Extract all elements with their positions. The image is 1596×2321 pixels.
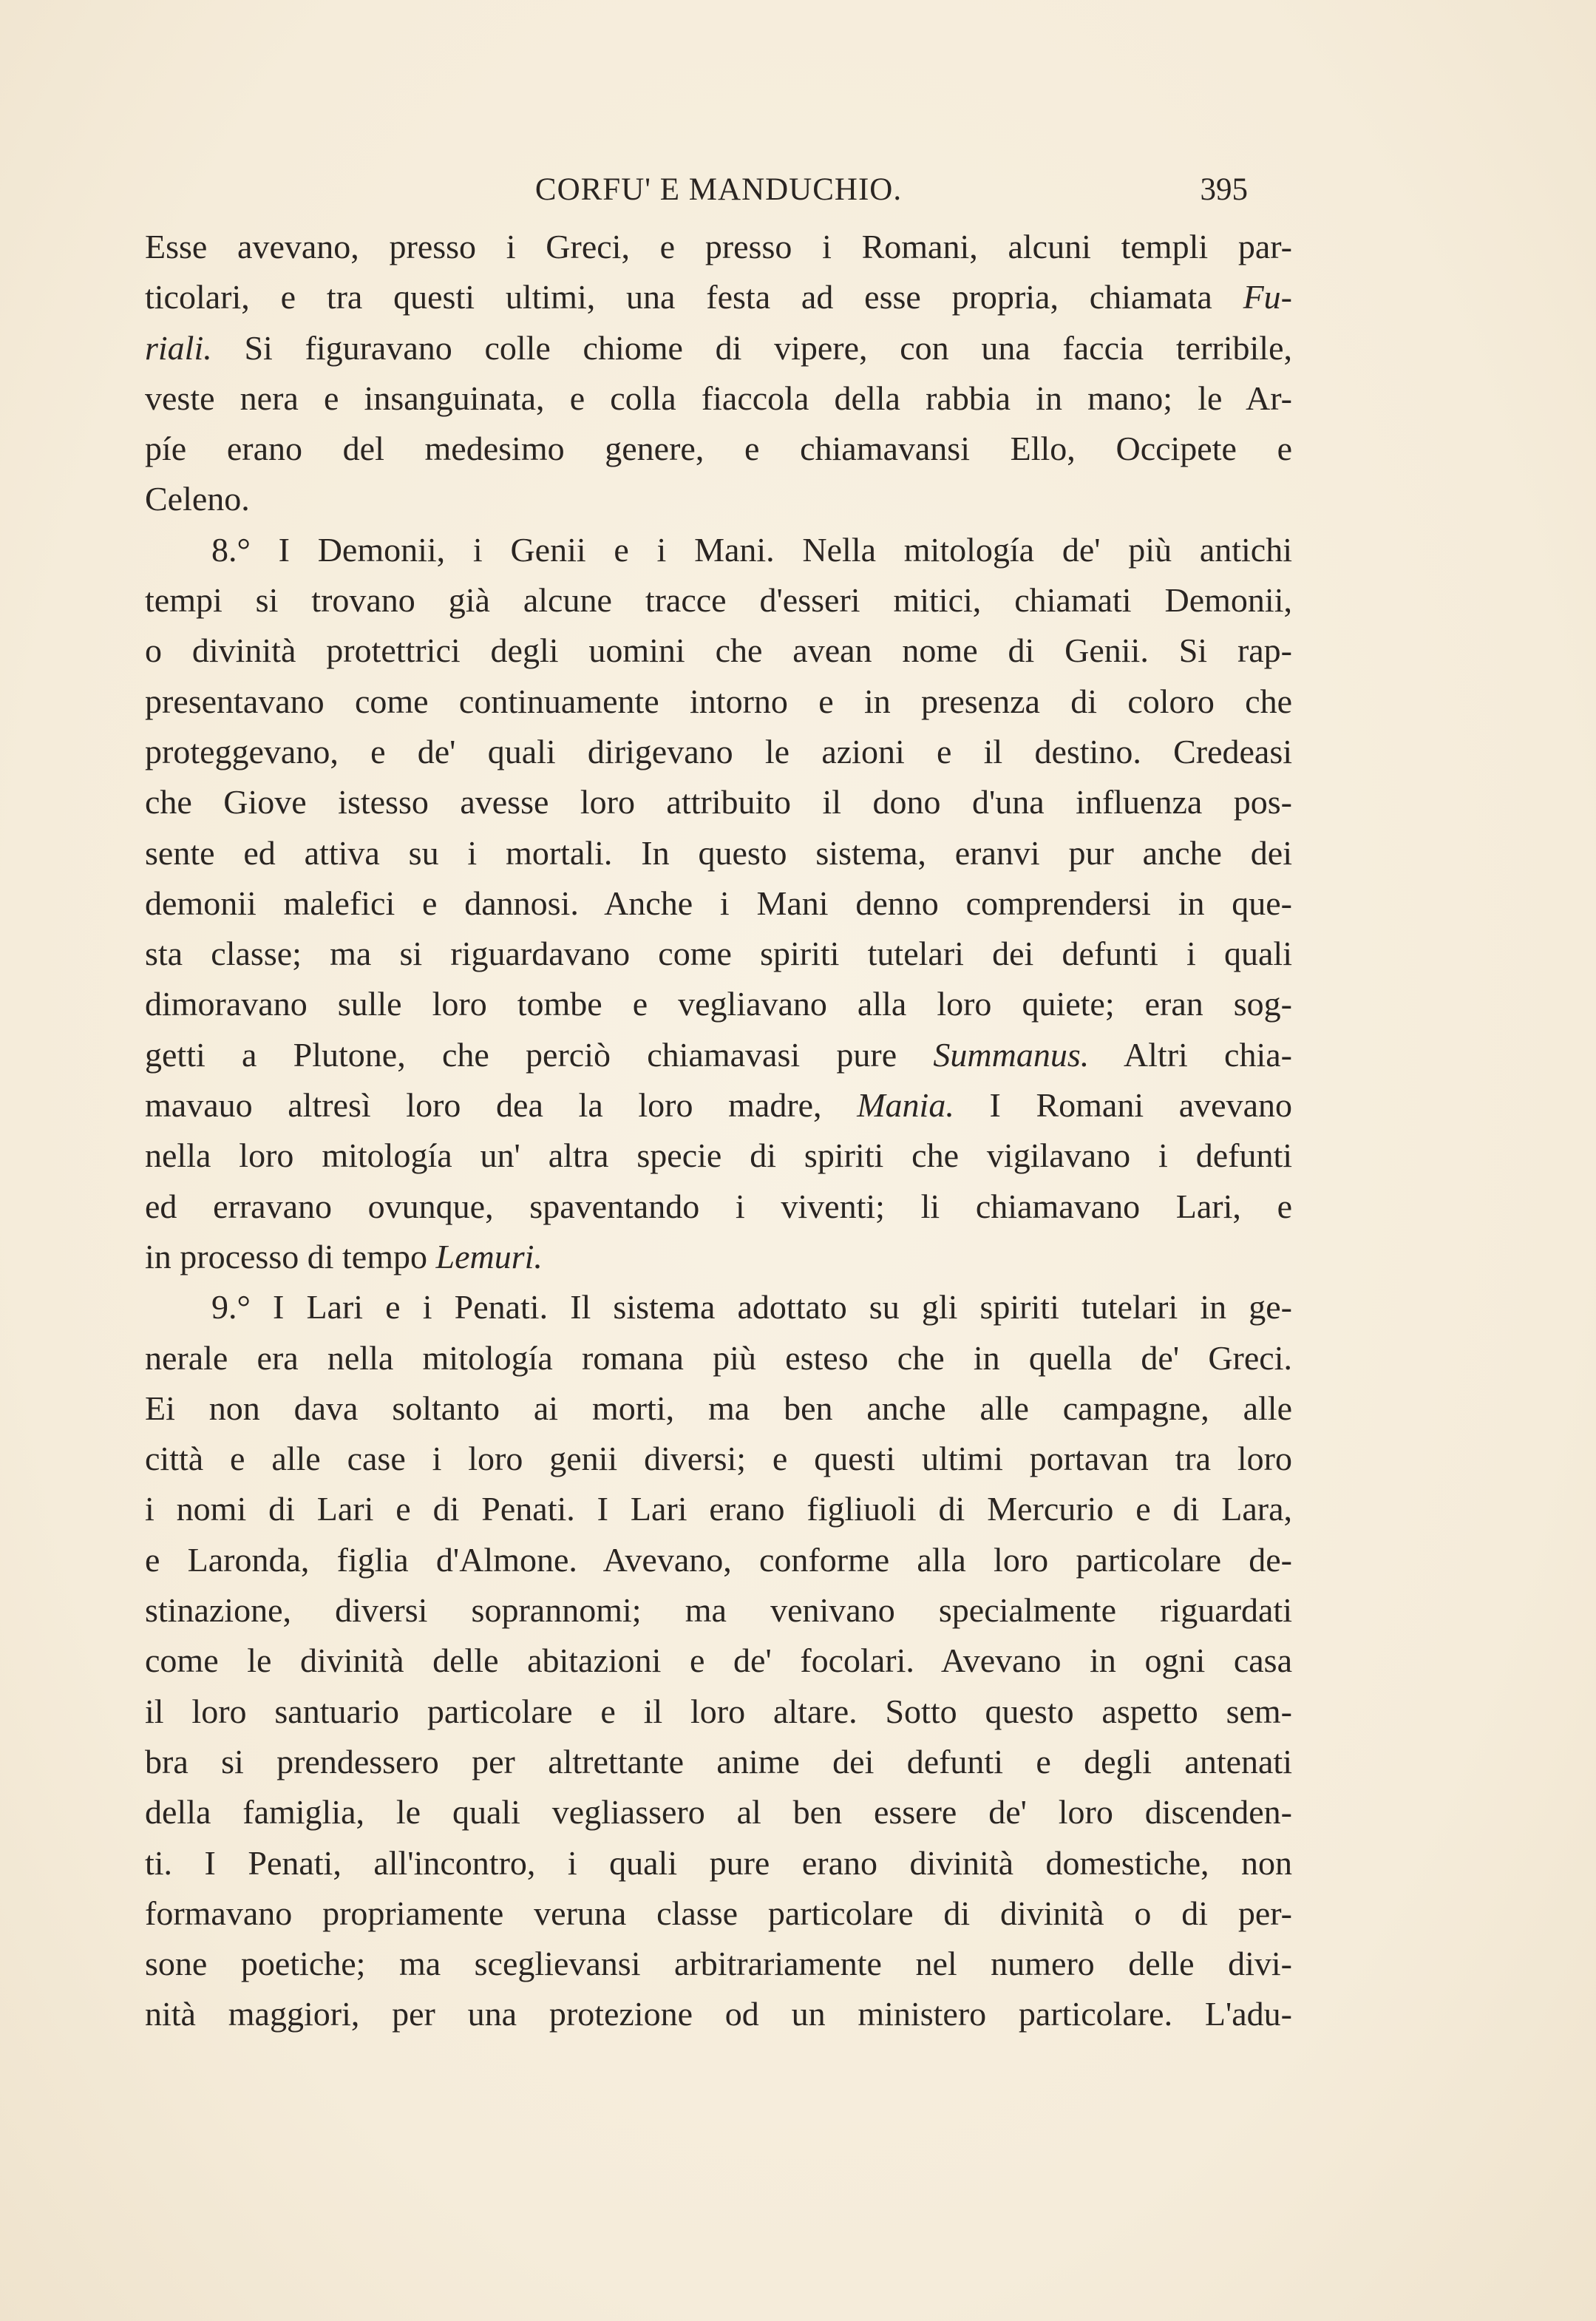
text-line: píe erano del medesimo genere, e chiamavansi Ello, Occipete e <box>145 430 1292 468</box>
text-line: getti a Plutone, che perciò chiamavasi pure Summanus. Altri chia- <box>145 1035 1292 1074</box>
text-line: nerale era nella mitología romana più esteso che in quella de' Greci. <box>145 1338 1292 1377</box>
text-line: i nomi di Lari e di Penati. I Lari erano figliuoli di Mercurio e di Lara, <box>145 1490 1292 1528</box>
text-line: ti. I Penati, all'incontro, i quali pure erano divinità domestiche, non <box>145 1843 1292 1882</box>
text-line: proteggevano, e de' quali dirigevano le azioni e il destino. Credeasi <box>145 732 1292 770</box>
text-line: demonii malefici e dannosi. Anche i Mani denno comprendersi in que- <box>145 884 1292 922</box>
text-line: Ei non dava soltanto ai morti, ma ben anche alle campagne, alle <box>145 1389 1292 1427</box>
text-line: sone poetiche; ma sceglievansi arbitrariamente nel numero delle divi- <box>145 1945 1292 1983</box>
text-line: ed erravano ovunque, spaventando i viventi; li chiamavano Lari, e <box>145 1187 1292 1225</box>
text-line: sta classe; ma si riguardavano come spiriti tutelari dei defunti i quali <box>145 935 1292 973</box>
text-line: città e alle case i loro genii diversi; e questi ultimi portavan tra loro <box>145 1440 1292 1478</box>
text-line: o divinità protettrici degli uomini che avean nome di Genii. Si rap- <box>145 631 1292 670</box>
text-line: bra si prendessero per altrettante anime dei defunti e degli antenati <box>145 1742 1292 1780</box>
section-heading-line: 8.° I Demonii, i Genii e i Mani. Nella mitología de' più antichi <box>211 530 1292 569</box>
text-line: tempi si trovano già alcune tracce d'esseri mitici, chiamati Demonii, <box>145 581 1292 620</box>
text-line: il loro santuario particolare e il loro altare. Sotto questo aspetto sem- <box>145 1692 1292 1730</box>
text-line: nità maggiori, per una protezione od un ministero particolare. L'adu- <box>145 1995 1292 2033</box>
running-title: CORFU' E MANDUCHIO. <box>534 172 903 207</box>
body-text <box>145 222 1292 2040</box>
text-line: nella loro mitología un' altra specie di spiriti che vigilavano i defunti <box>145 1136 1292 1175</box>
text-line: ticolari, e tra questi ultimi, una festa ad esse propria, chiamata Fu- <box>145 278 1292 316</box>
section-heading-line: 9.° I Lari e i Penati. Il sistema adottato su gli spiriti tutelari in ge- <box>211 1288 1292 1326</box>
text-line: riali. Si figuravano colle chiome di vipere, con una faccia terribile, <box>145 328 1292 367</box>
text-line: formavano propriamente veruna classe particolare di divinità o di per- <box>145 1894 1292 1932</box>
text-line: che Giove istesso avesse loro attribuito il dono d'una influenza pos- <box>145 783 1292 821</box>
text-line: sente ed attiva su i mortali. In questo sistema, eranvi pur anche dei <box>145 833 1292 872</box>
text-line: Celeno. <box>145 480 250 518</box>
text-line: come le divinità delle abitazioni e de' focolari. Avevano in ogni casa <box>145 1641 1292 1680</box>
page-number: 395 <box>1200 172 1248 207</box>
text-line: veste nera e insanguinata, e colla fiaccola della rabbia in mano; le Ar- <box>145 379 1292 417</box>
text-line: Esse avevano, presso i Greci, e presso i Romani, alcuni templi par- <box>145 228 1292 265</box>
text-line: in processo di tempo Lemuri. <box>145 1237 543 1275</box>
text-line: della famiglia, le quali vegliassero al ben essere de' loro discenden- <box>145 1793 1292 1832</box>
text-line: e Laronda, figlia d'Almone. Avevano, conforme alla loro particolare de- <box>145 1540 1292 1579</box>
text-line: dimoravano sulle loro tombe e vegliavano alla loro quiete; eran sog- <box>145 985 1292 1023</box>
text-line: mavauo altresì loro dea la loro madre, Mania. I Romani avevano <box>145 1086 1292 1125</box>
page-header <box>145 172 1292 216</box>
text-line: presentavano come continuamente intorno e in presenza di coloro che <box>145 682 1292 720</box>
text-line: stinazione, diversi soprannomi; ma venivano specialmente riguardati <box>145 1591 1292 1630</box>
